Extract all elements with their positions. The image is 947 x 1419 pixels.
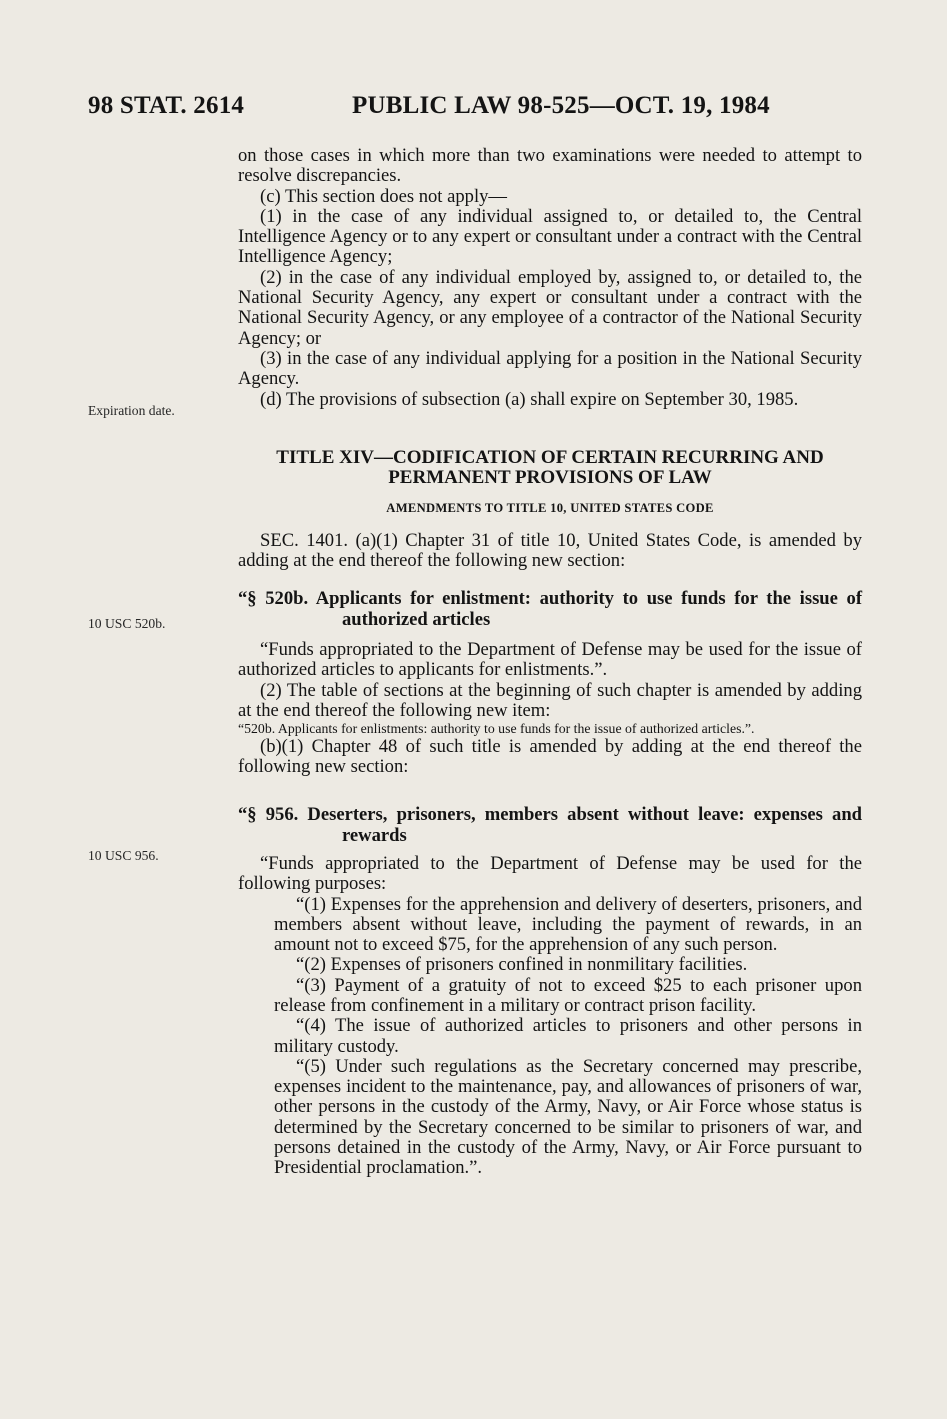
statute-page-number: 98 STAT. 2614 (88, 92, 245, 119)
section-520b-title: Applicants for enlistment: authority to use funds for the issue of authorized articles (315, 588, 863, 630)
section-956-item-3: “(3) Payment of a gratuity of not to exceed $25 to each prisoner upon release from confinement in a military or contract prison facility. (274, 974, 862, 1016)
subsection-c-3: (3) in the case of any individual applying for a position in the National Security Agency. (238, 347, 862, 390)
body-text (238, 146, 862, 1179)
section-956-item-4: “(4) The issue of authorized articles to prisoners and other persons in military custody. (274, 1015, 862, 1057)
subsection-c-1: (1) in the case of any individual assigned to, or detailed to, the Central Intelligence Agency or to any expert or consultant under a contract with the Central Intelligence Agency; (238, 205, 862, 268)
section-1401-intro: SEC. 1401. (a)(1) Chapter 31 of title 10, United States Code, is amended by adding at the end thereof the following new section: (238, 529, 862, 572)
subsection-c-intro: (c) This section does not apply— (260, 185, 508, 207)
subsection-a-2: (2) The table of sections at the beginning of such chapter is amended by adding at the end thereof the following new item: (238, 679, 862, 721)
section-956-title: Deserters, prisoners, members absent without leave: expenses and rewards (307, 804, 863, 846)
subsection-c-2: (2) in the case of any individual employed by, assigned to, or detailed to, the National Security Agency, any expert or consultant under a contract with the National Security Agency, or any employee of a contractor of the National Security Agency; or (238, 266, 862, 349)
running-head: PUBLIC LAW 98-525—OCT. 19, 1984 (352, 92, 770, 119)
margin-note-10usc520b: 10 USC 520b. (88, 616, 166, 631)
section-956-item-2: “(2) Expenses of prisoners confined in nonmilitary facilities. (296, 954, 748, 976)
section-520b-number: “§ 520b. (238, 588, 309, 610)
section-956-item-1: “(1) Expenses for the apprehension and delivery of deserters, prisoners, and members absent without leave, including the payment of rewards, in an amount not to exceed $75, for the apprehension of any such person. (274, 893, 862, 956)
section-956-number: “§ 956. (238, 804, 299, 826)
section-520b-text: “Funds appropriated to the Department of Defense may be used for the issue of authorized articles to applicants for enlistments.”. (238, 638, 862, 681)
subsection-d: (d) The provisions of subsection (a) shall expire on September 30, 1985. (260, 388, 799, 410)
section-956-item-5: “(5) Under such regulations as the Secretary concerned may prescribe, expenses incident to the maintenance, pay, and allowances of prisoners of war, other persons in the custody of the Army, Navy, or Air Force whose status is determined by the Secretary concerned to be similar to prisoners of war, and persons detained in the custody of the Army, Navy, or Air Force pursuant to Presidential proclamation.”. (274, 1055, 862, 1179)
title-heading: TITLE XIV—CODIFICATION OF CERTAIN RECURRING AND PERMANENT PROVISIONS OF LAW (276, 446, 824, 489)
subheading: AMENDMENTS TO TITLE 10, UNITED STATES CODE (386, 501, 714, 516)
margin-note-expiration: Expiration date. (88, 403, 175, 418)
subsection-b-1: (b)(1) Chapter 48 of such title is amended by adding at the end thereof the following new section: (238, 735, 862, 778)
paragraph-continued: on those cases in which more than two examinations were needed to attempt to resolve discrepancies. (238, 145, 862, 187)
section-520b-heading (238, 589, 862, 630)
table-of-sections-item: “520b. Applicants for enlistments: authority to use funds for the issue of authorized articles.”. (238, 721, 755, 737)
margin-note-10usc956: 10 USC 956. (88, 848, 159, 863)
section-956-text: “Funds appropriated to the Department of Defense may be used for the following purposes: (238, 852, 862, 895)
section-956-heading (238, 805, 862, 846)
